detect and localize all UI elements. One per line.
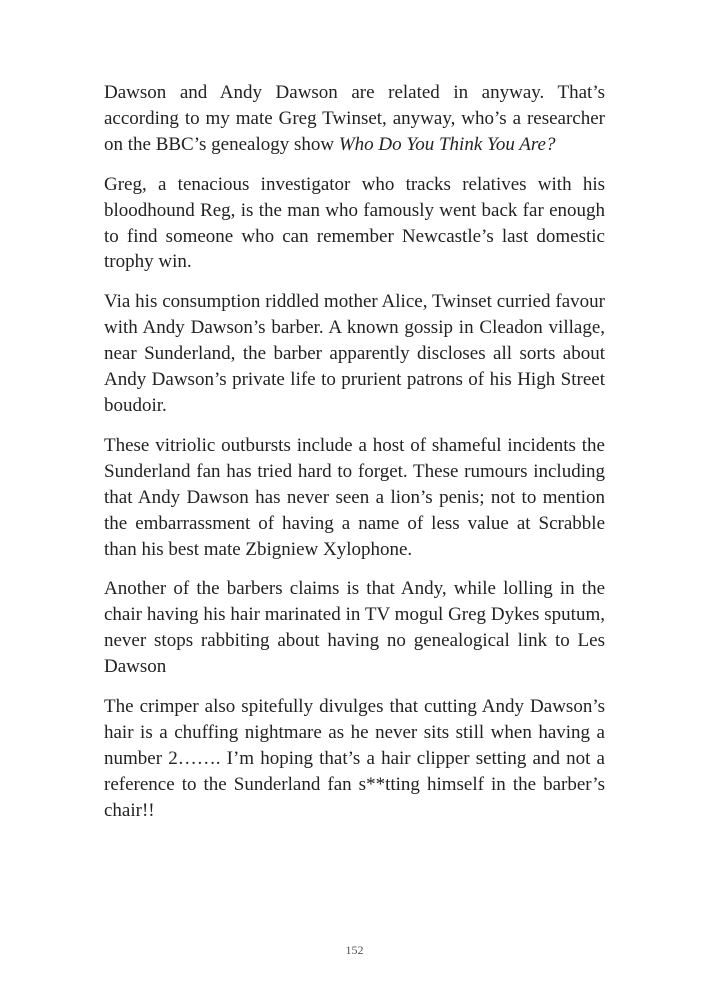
page-number: 152 xyxy=(345,943,364,957)
body-text xyxy=(104,80,605,824)
paragraph-3: Via his consumption riddled mother Alice, Twinset curried favour with Andy Dawson’s barber. A known gossip in Cleadon village, near Sunderland, the barber apparently discloses all sorts about Andy Dawson’s private life to prurient patrons of his High Street boudoir. xyxy=(104,291,605,416)
paragraph-2: Greg, a tenacious investigator who tracks relatives with his bloodhound Reg, is the man who famously went back far enough to find someone who can remember Newcastle’s last domestic trophy win. xyxy=(104,173,605,273)
paragraph-1-text: Dawson and Andy Dawson are related in anyway. That’s according to my mate Greg Twinset, anyway, who’s a researcher on the BBC’s genealogy show xyxy=(104,82,605,155)
paragraph-6: The crimper also spitefully divulges that cutting Andy Dawson’s hair is a chuffing nightmare as he never sits still when having a number 2……. I’m hoping that’s a hair clipper setting and not a reference to the Sunderland fan s**tting himself in the barber’s chair!! xyxy=(104,696,605,821)
paragraph-4: These vitriolic outbursts include a host of shameful incidents the Sunderland fan has tried hard to forget. These rumours including that Andy Dawson has never seen a lion’s penis; not to mention the embarrassment of having a name of less value at Scrabble than his best mate Zbigniew Xylophone. xyxy=(104,434,605,560)
show-title: Who Do You Think You Are? xyxy=(338,133,556,155)
paragraph-5: Another of the barbers claims is that Andy, while lolling in the chair having his hair marinated in TV mogul Greg Dykes sputum, never stops rabbiting about having no genealogical link to Les Dawson xyxy=(104,578,605,678)
paragraph-1 xyxy=(104,80,605,158)
